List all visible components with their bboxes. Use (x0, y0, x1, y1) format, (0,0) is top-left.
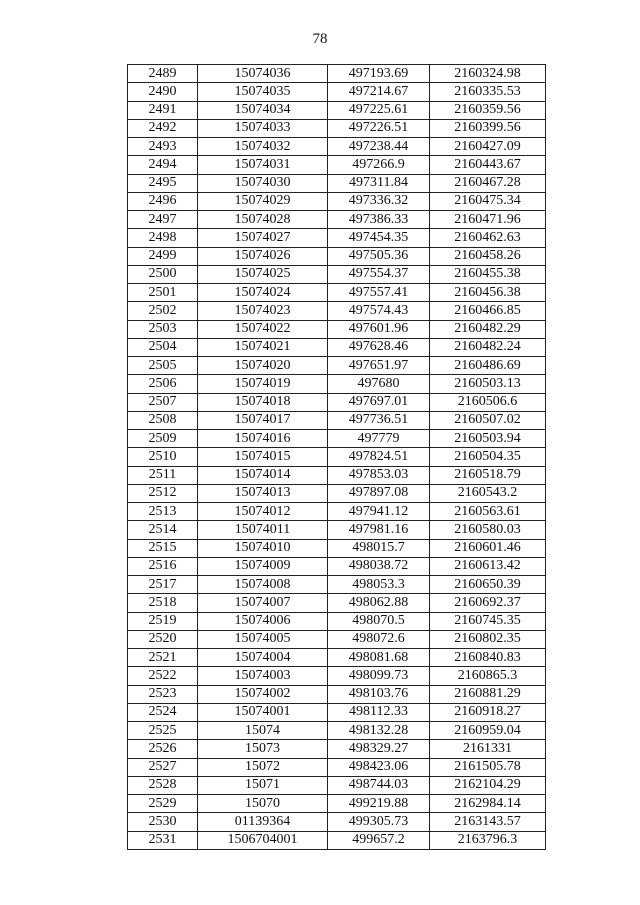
code-cell: 1506704001 (198, 831, 328, 849)
code-cell: 15074023 (198, 302, 328, 320)
y-coordinate-cell: 2163796.3 (430, 831, 546, 849)
table-row (128, 65, 546, 83)
code-cell: 15074 (198, 722, 328, 740)
table-row (128, 667, 546, 685)
table-row (128, 338, 546, 356)
point-number-cell: 2529 (128, 795, 198, 813)
code-cell: 15074005 (198, 630, 328, 648)
point-number-cell: 2514 (128, 521, 198, 539)
point-number-cell: 2498 (128, 229, 198, 247)
point-number-cell: 2505 (128, 357, 198, 375)
table-row (128, 83, 546, 101)
x-coordinate-cell: 498423.06 (328, 758, 430, 776)
table-row (128, 393, 546, 411)
table-row (128, 612, 546, 630)
y-coordinate-cell: 2161505.78 (430, 758, 546, 776)
table-row (128, 539, 546, 557)
code-cell: 15074006 (198, 612, 328, 630)
table-row (128, 703, 546, 721)
x-coordinate-cell: 497897.08 (328, 484, 430, 502)
table-row (128, 722, 546, 740)
y-coordinate-cell: 2160482.24 (430, 338, 546, 356)
code-cell: 15074036 (198, 65, 328, 83)
y-coordinate-cell: 2160518.79 (430, 466, 546, 484)
table-row (128, 265, 546, 283)
page-number: 78 (312, 31, 328, 47)
y-coordinate-cell: 2160475.34 (430, 192, 546, 210)
y-coordinate-cell: 2160504.35 (430, 448, 546, 466)
point-number-cell: 2517 (128, 576, 198, 594)
point-number-cell: 2516 (128, 557, 198, 575)
y-coordinate-cell: 2160486.69 (430, 357, 546, 375)
code-cell: 15074017 (198, 411, 328, 429)
x-coordinate-cell: 498062.88 (328, 594, 430, 612)
point-number-cell: 2491 (128, 101, 198, 119)
point-number-cell: 2513 (128, 503, 198, 521)
x-coordinate-cell: 499657.2 (328, 831, 430, 849)
point-number-cell: 2510 (128, 448, 198, 466)
y-coordinate-cell: 2160745.35 (430, 612, 546, 630)
point-number-cell: 2527 (128, 758, 198, 776)
y-coordinate-cell: 2162984.14 (430, 795, 546, 813)
table-row (128, 211, 546, 229)
code-cell: 15070 (198, 795, 328, 813)
code-cell: 15074004 (198, 649, 328, 667)
table-row (128, 302, 546, 320)
table-row (128, 576, 546, 594)
code-cell: 15074013 (198, 484, 328, 502)
x-coordinate-cell: 497574.43 (328, 302, 430, 320)
y-coordinate-cell: 2160802.35 (430, 630, 546, 648)
x-coordinate-cell: 498070.5 (328, 612, 430, 630)
y-coordinate-cell: 2162104.29 (430, 776, 546, 794)
point-number-cell: 2522 (128, 667, 198, 685)
table-row (128, 594, 546, 612)
code-cell: 15074025 (198, 265, 328, 283)
x-coordinate-cell: 498132.28 (328, 722, 430, 740)
table-row (128, 192, 546, 210)
point-number-cell: 2523 (128, 685, 198, 703)
code-cell: 15074030 (198, 174, 328, 192)
point-number-cell: 2518 (128, 594, 198, 612)
code-cell: 15071 (198, 776, 328, 794)
point-number-cell: 2492 (128, 119, 198, 137)
code-cell: 15074022 (198, 320, 328, 338)
point-number-cell: 2500 (128, 265, 198, 283)
point-number-cell: 2515 (128, 539, 198, 557)
table-row (128, 795, 546, 813)
y-coordinate-cell: 2160462.63 (430, 229, 546, 247)
y-coordinate-cell: 2160959.04 (430, 722, 546, 740)
y-coordinate-cell: 2160399.56 (430, 119, 546, 137)
code-cell: 15074020 (198, 357, 328, 375)
y-coordinate-cell: 2160324.98 (430, 65, 546, 83)
point-number-cell: 2509 (128, 430, 198, 448)
point-number-cell: 2519 (128, 612, 198, 630)
x-coordinate-cell: 499219.88 (328, 795, 430, 813)
code-cell: 15074016 (198, 430, 328, 448)
y-coordinate-cell: 2160918.27 (430, 703, 546, 721)
y-coordinate-cell: 2160881.29 (430, 685, 546, 703)
y-coordinate-cell: 2160692.37 (430, 594, 546, 612)
point-number-cell: 2490 (128, 83, 198, 101)
code-cell: 15074035 (198, 83, 328, 101)
point-number-cell: 2528 (128, 776, 198, 794)
y-coordinate-cell: 2160507.02 (430, 411, 546, 429)
x-coordinate-cell: 497628.46 (328, 338, 430, 356)
table-row (128, 138, 546, 156)
x-coordinate-cell: 497386.33 (328, 211, 430, 229)
point-number-cell: 2507 (128, 393, 198, 411)
code-cell: 15074026 (198, 247, 328, 265)
y-coordinate-cell: 2160503.13 (430, 375, 546, 393)
x-coordinate-cell: 498103.76 (328, 685, 430, 703)
x-coordinate-cell: 497214.67 (328, 83, 430, 101)
point-number-cell: 2520 (128, 630, 198, 648)
y-coordinate-cell: 2160613.42 (430, 557, 546, 575)
y-coordinate-cell: 2160543.2 (430, 484, 546, 502)
y-coordinate-cell: 2160840.83 (430, 649, 546, 667)
x-coordinate-cell: 498329.27 (328, 740, 430, 758)
table-row (128, 156, 546, 174)
point-number-cell: 2503 (128, 320, 198, 338)
x-coordinate-cell: 497193.69 (328, 65, 430, 83)
x-coordinate-cell: 497454.35 (328, 229, 430, 247)
code-cell: 15074019 (198, 375, 328, 393)
table-row (128, 101, 546, 119)
code-cell: 15074003 (198, 667, 328, 685)
table-row (128, 813, 546, 831)
table-row (128, 649, 546, 667)
x-coordinate-cell: 497505.36 (328, 247, 430, 265)
y-coordinate-cell: 2160335.53 (430, 83, 546, 101)
y-coordinate-cell: 2160506.6 (430, 393, 546, 411)
table-row (128, 758, 546, 776)
point-number-cell: 2495 (128, 174, 198, 192)
point-number-cell: 2526 (128, 740, 198, 758)
point-number-cell: 2494 (128, 156, 198, 174)
y-coordinate-cell: 2160467.28 (430, 174, 546, 192)
x-coordinate-cell: 498053.3 (328, 576, 430, 594)
x-coordinate-cell: 497697.01 (328, 393, 430, 411)
point-number-cell: 2504 (128, 338, 198, 356)
code-cell: 15074032 (198, 138, 328, 156)
point-number-cell: 2493 (128, 138, 198, 156)
point-number-cell: 2530 (128, 813, 198, 831)
y-coordinate-cell: 2160456.38 (430, 284, 546, 302)
point-number-cell: 2525 (128, 722, 198, 740)
table-row (128, 831, 546, 849)
table-row (128, 448, 546, 466)
y-coordinate-cell: 2160455.38 (430, 265, 546, 283)
table-row (128, 557, 546, 575)
code-cell: 15074010 (198, 539, 328, 557)
x-coordinate-cell: 498038.72 (328, 557, 430, 575)
y-coordinate-cell: 2160650.39 (430, 576, 546, 594)
point-number-cell: 2508 (128, 411, 198, 429)
table-row (128, 320, 546, 338)
x-coordinate-cell: 497225.61 (328, 101, 430, 119)
x-coordinate-cell: 497266.9 (328, 156, 430, 174)
table-row (128, 503, 546, 521)
point-number-cell: 2512 (128, 484, 198, 502)
y-coordinate-cell: 2160580.03 (430, 521, 546, 539)
point-number-cell: 2506 (128, 375, 198, 393)
table-row (128, 630, 546, 648)
table-row (128, 776, 546, 794)
x-coordinate-cell: 497824.51 (328, 448, 430, 466)
y-coordinate-cell: 2160427.09 (430, 138, 546, 156)
table-row (128, 284, 546, 302)
point-number-cell: 2497 (128, 211, 198, 229)
table-row (128, 411, 546, 429)
y-coordinate-cell: 2160458.26 (430, 247, 546, 265)
y-coordinate-cell: 2160601.46 (430, 539, 546, 557)
y-coordinate-cell: 2160471.96 (430, 211, 546, 229)
code-cell: 15074014 (198, 466, 328, 484)
point-number-cell: 2521 (128, 649, 198, 667)
x-coordinate-cell: 497981.16 (328, 521, 430, 539)
table-row (128, 229, 546, 247)
code-cell: 15074028 (198, 211, 328, 229)
table-row (128, 430, 546, 448)
x-coordinate-cell: 497554.37 (328, 265, 430, 283)
coordinates-table (127, 64, 546, 850)
code-cell: 15074024 (198, 284, 328, 302)
y-coordinate-cell: 2160482.29 (430, 320, 546, 338)
x-coordinate-cell: 497226.51 (328, 119, 430, 137)
point-number-cell: 2499 (128, 247, 198, 265)
point-number-cell: 2511 (128, 466, 198, 484)
point-number-cell: 2531 (128, 831, 198, 849)
y-coordinate-cell: 2163143.57 (430, 813, 546, 831)
code-cell: 15074015 (198, 448, 328, 466)
y-coordinate-cell: 2160503.94 (430, 430, 546, 448)
table-row (128, 484, 546, 502)
code-cell: 15074007 (198, 594, 328, 612)
x-coordinate-cell: 498744.03 (328, 776, 430, 794)
point-number-cell: 2524 (128, 703, 198, 721)
code-cell: 15074018 (198, 393, 328, 411)
code-cell: 15074011 (198, 521, 328, 539)
code-cell: 15072 (198, 758, 328, 776)
y-coordinate-cell: 2160563.61 (430, 503, 546, 521)
x-coordinate-cell: 497238.44 (328, 138, 430, 156)
x-coordinate-cell: 497736.51 (328, 411, 430, 429)
table-row (128, 521, 546, 539)
code-cell: 01139364 (198, 813, 328, 831)
point-number-cell: 2496 (128, 192, 198, 210)
x-coordinate-cell: 499305.73 (328, 813, 430, 831)
point-number-cell: 2489 (128, 65, 198, 83)
code-cell: 15074021 (198, 338, 328, 356)
code-cell: 15074008 (198, 576, 328, 594)
x-coordinate-cell: 498015.7 (328, 539, 430, 557)
x-coordinate-cell: 497601.96 (328, 320, 430, 338)
code-cell: 15074012 (198, 503, 328, 521)
code-cell: 15074033 (198, 119, 328, 137)
x-coordinate-cell: 497680 (328, 375, 430, 393)
code-cell: 15073 (198, 740, 328, 758)
table-row (128, 247, 546, 265)
code-cell: 15074009 (198, 557, 328, 575)
code-cell: 15074031 (198, 156, 328, 174)
x-coordinate-cell: 498072.6 (328, 630, 430, 648)
code-cell: 15074002 (198, 685, 328, 703)
table-row (128, 685, 546, 703)
code-cell: 15074029 (198, 192, 328, 210)
x-coordinate-cell: 497557.41 (328, 284, 430, 302)
point-number-cell: 2502 (128, 302, 198, 320)
y-coordinate-cell: 2160443.67 (430, 156, 546, 174)
x-coordinate-cell: 497779 (328, 430, 430, 448)
x-coordinate-cell: 498112.33 (328, 703, 430, 721)
y-coordinate-cell: 2161331 (430, 740, 546, 758)
x-coordinate-cell: 498099.73 (328, 667, 430, 685)
x-coordinate-cell: 497311.84 (328, 174, 430, 192)
table-row (128, 375, 546, 393)
y-coordinate-cell: 2160359.56 (430, 101, 546, 119)
table-row (128, 119, 546, 137)
code-cell: 15074034 (198, 101, 328, 119)
x-coordinate-cell: 497336.32 (328, 192, 430, 210)
y-coordinate-cell: 2160865.3 (430, 667, 546, 685)
y-coordinate-cell: 2160466.85 (430, 302, 546, 320)
x-coordinate-cell: 497853.03 (328, 466, 430, 484)
x-coordinate-cell: 497941.12 (328, 503, 430, 521)
point-number-cell: 2501 (128, 284, 198, 302)
table-row (128, 174, 546, 192)
x-coordinate-cell: 497651.97 (328, 357, 430, 375)
table-row (128, 357, 546, 375)
code-cell: 15074001 (198, 703, 328, 721)
table-row (128, 740, 546, 758)
x-coordinate-cell: 498081.68 (328, 649, 430, 667)
table-row (128, 466, 546, 484)
code-cell: 15074027 (198, 229, 328, 247)
table-body (128, 65, 546, 850)
